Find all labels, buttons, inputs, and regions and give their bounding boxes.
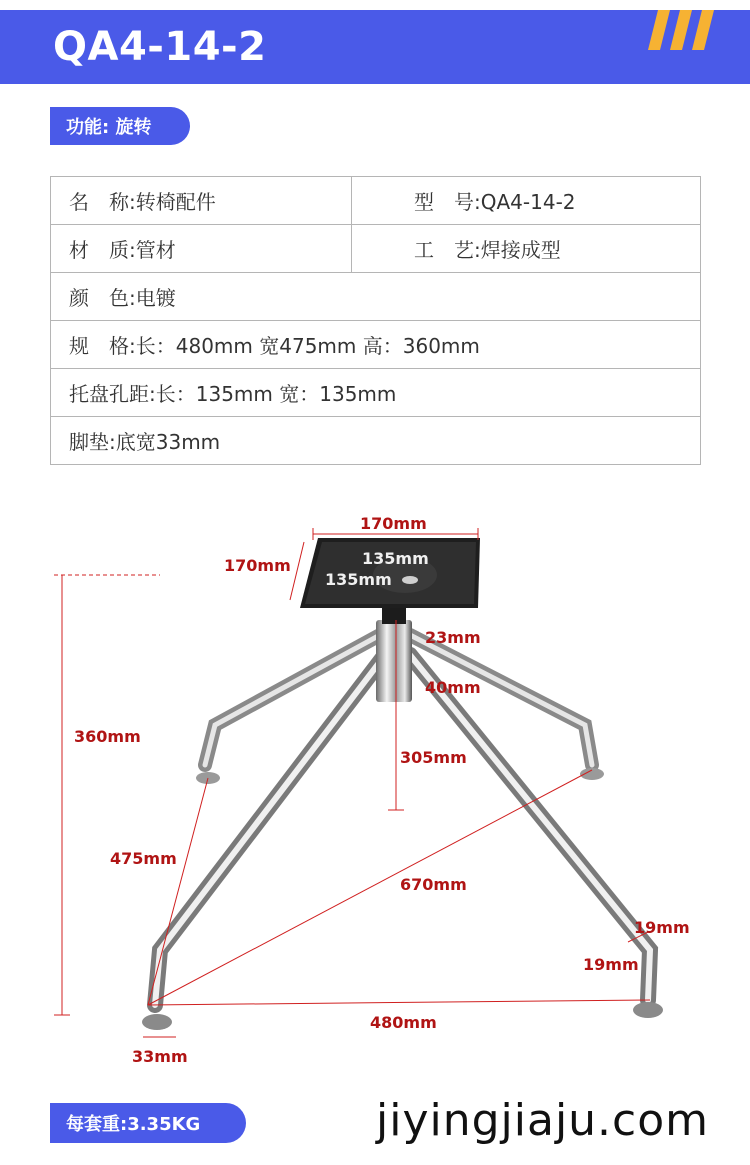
spec-process: 工 艺:焊接成型 <box>352 225 701 273</box>
product-title: QA4-14-2 <box>53 24 267 70</box>
function-tag: 功能: 旋转 <box>50 107 190 145</box>
table-row <box>51 177 701 225</box>
tube-height-label: 40mm <box>425 678 481 697</box>
column-height-label: 305mm <box>400 748 467 767</box>
hole-x-label: 135mm <box>362 549 429 568</box>
spec-size: 规 格:长：480mm 宽475mm 高：360mm <box>51 321 701 369</box>
diagonal-label: 670mm <box>400 875 467 894</box>
side-length-label: 475mm <box>110 849 177 868</box>
spec-model: 型 号:QA4-14-2 <box>352 177 701 225</box>
spec-material: 材 质:管材 <box>51 225 352 273</box>
product-diagram <box>0 480 750 1080</box>
leg-width-label-2: 19mm <box>583 955 639 974</box>
plate-depth-label: 170mm <box>224 556 291 575</box>
spec-foot: 脚垫:底宽33mm <box>51 417 701 465</box>
foot-width-label: 33mm <box>132 1047 188 1066</box>
base-length-label: 480mm <box>370 1013 437 1032</box>
table-row <box>51 273 701 321</box>
table-row <box>51 417 701 465</box>
total-height-label: 360mm <box>74 727 141 746</box>
leg-width-label-1: 19mm <box>634 918 690 937</box>
table-row <box>51 321 701 369</box>
spec-color: 颜 色:电镀 <box>51 273 701 321</box>
weight-tag: 每套重:3.35KG <box>50 1103 246 1143</box>
tube-dia-label: 23mm <box>425 628 481 647</box>
table-row <box>51 369 701 417</box>
hole-y-label: 135mm <box>325 570 392 589</box>
header-bar <box>0 10 750 84</box>
table-row <box>51 225 701 273</box>
stripes-decoration <box>640 10 720 50</box>
spec-table <box>50 176 701 465</box>
spec-tray-holes: 托盘孔距:长：135mm 宽：135mm <box>51 369 701 417</box>
spec-name: 名 称:转椅配件 <box>51 177 352 225</box>
website-label: jiyingjiaju.com <box>376 1095 710 1146</box>
plate-width-label: 170mm <box>360 514 427 533</box>
